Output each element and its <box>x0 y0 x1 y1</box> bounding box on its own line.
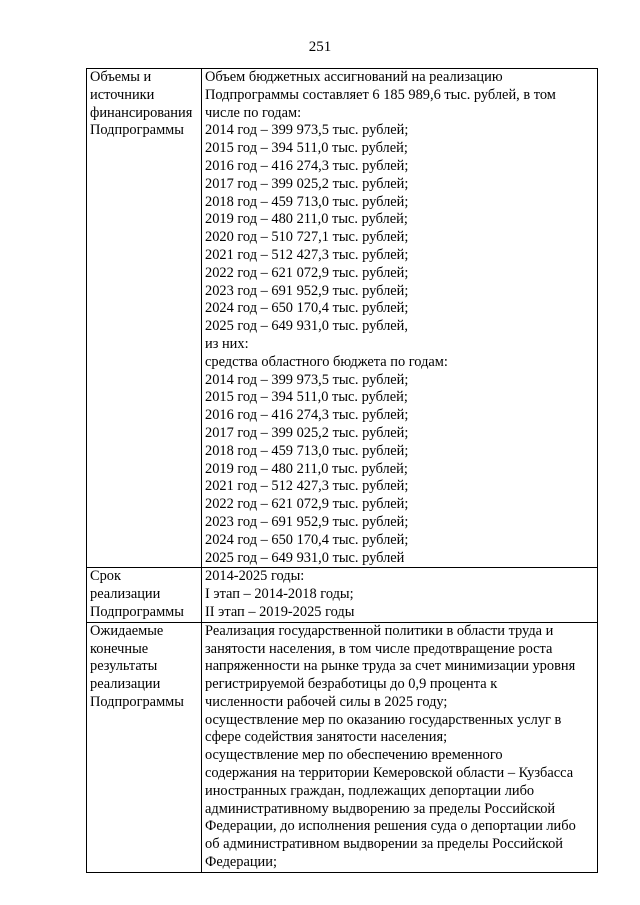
row-content-line: 2022 год – 621 072,9 тыс. рублей; <box>205 496 409 513</box>
row-content-line: сфере содействия занятости населения; <box>205 729 448 746</box>
row-content-line: 2016 год – 416 274,3 тыс. рублей; <box>205 157 409 174</box>
row-content-line: осуществление мер по обеспечению временного <box>205 747 503 764</box>
row-content-line: 2016 год – 416 274,3 тыс. рублей; <box>205 407 409 424</box>
row-content-line: регистрируемой безработицы до 0,9 процента к <box>205 676 498 693</box>
row-label-line: Объемы и <box>90 69 152 85</box>
row-content-line: Подпрограммы составляет 6 185 989,6 тыс. рублей, в том <box>205 86 556 103</box>
row-content-line: 2018 год – 459 713,0 тыс. рублей; <box>205 193 409 210</box>
row-label-line: реализации <box>90 586 161 603</box>
row-content-line: напряженности на рынке труда за счет минимизации уровня <box>205 658 576 675</box>
row-content-cell <box>202 69 598 568</box>
row-label-line: Подпрограммы <box>90 693 184 710</box>
row-content-line: 2017 год – 399 025,2 тыс. рублей; <box>205 175 409 192</box>
row-content-line: 2021 год – 512 427,3 тыс. рублей; <box>205 478 409 495</box>
row-content-line: из них: <box>205 335 249 352</box>
row-content-line: содержания на территории Кемеровской области – Кузбасса <box>205 765 574 782</box>
row-content-line: 2014 год – 399 973,5 тыс. рублей; <box>205 122 409 139</box>
row-content-line: иностранных граждан, подлежащих депортации либо <box>205 782 535 799</box>
row-content-line: числе по годам: <box>205 104 302 121</box>
row-content-line: 2019 год – 480 211,0 тыс. рублей; <box>205 460 408 477</box>
row-content-line: 2014 год – 399 973,5 тыс. рублей; <box>205 371 409 388</box>
row-content-line: 2021 год – 512 427,3 тыс. рублей; <box>205 246 409 263</box>
row-content-line: 2018 год – 459 713,0 тыс. рублей; <box>205 442 409 459</box>
row-content-line: I этап – 2014-2018 годы; <box>205 586 354 603</box>
row-content-line: 2022 год – 621 072,9 тыс. рублей; <box>205 264 409 281</box>
row-content-line: 2024 год – 650 170,4 тыс. рублей; <box>205 531 409 548</box>
row-content-line: 2025 год – 649 931,0 тыс. рублей <box>205 549 405 566</box>
subprogram-passport-table <box>86 68 598 873</box>
row-content-line: 2015 год – 394 511,0 тыс. рублей; <box>205 140 408 157</box>
row-label-line: реализации <box>90 676 161 693</box>
row-content-line: Реализация государственной политики в области труда и <box>205 622 554 639</box>
row-label-line: источники <box>90 86 155 103</box>
page-number: 251 <box>308 39 332 55</box>
row-label-line: конечные <box>90 640 149 657</box>
row-expected-results <box>87 622 598 872</box>
row-content-line: 2019 год – 480 211,0 тыс. рублей; <box>205 211 408 228</box>
row-content-line: об административном выдворении за пределы Российской <box>205 836 564 853</box>
row-content-line: 2025 год – 649 931,0 тыс. рублей, <box>205 318 408 335</box>
row-label-line: Ожидаемые <box>90 622 164 639</box>
row-implementation-period <box>87 568 598 622</box>
row-label-line: Подпрограммы <box>90 603 184 620</box>
row-content-line: Федерации; <box>205 854 277 871</box>
row-label-line: Подпрограммы <box>90 122 184 139</box>
row-label-line: финансирования <box>90 104 193 121</box>
row-content-line: 2017 год – 399 025,2 тыс. рублей; <box>205 424 409 441</box>
row-label-cell <box>87 69 202 568</box>
row-content-line: Объем бюджетных ассигнований на реализацию <box>205 69 503 85</box>
row-content-line: II этап – 2019-2025 годы <box>205 603 355 620</box>
row-content-line: 2015 год – 394 511,0 тыс. рублей; <box>205 389 408 406</box>
row-content-cell <box>202 568 598 622</box>
row-content-line: 2023 год – 691 952,9 тыс. рублей; <box>205 513 409 530</box>
row-content-cell <box>202 622 598 872</box>
row-content-line: осуществление мер по оказанию государственных услуг в <box>205 711 562 728</box>
row-label-cell <box>87 568 202 622</box>
row-content-line: 2014-2025 годы: <box>205 568 305 585</box>
row-label-line: результаты <box>90 658 158 675</box>
row-content-line: административному выдворению за пределы Российской <box>205 800 556 817</box>
row-content-line: численности рабочей силы в 2025 году; <box>205 693 448 710</box>
row-content-line: занятости населения, в том числе предотвращение роста <box>205 640 553 657</box>
row-financing <box>87 69 598 568</box>
row-content-line: 2023 год – 691 952,9 тыс. рублей; <box>205 282 409 299</box>
row-label-line: Срок <box>90 568 121 585</box>
row-content-line: Федерации, до исполнения решения суда о депортации либо <box>205 818 576 835</box>
row-content-line: средства областного бюджета по годам: <box>205 353 448 370</box>
row-content-line: 2020 год – 510 727,1 тыс. рублей; <box>205 229 409 246</box>
row-content-line: 2024 год – 650 170,4 тыс. рублей; <box>205 300 409 317</box>
row-label-cell <box>87 622 202 872</box>
